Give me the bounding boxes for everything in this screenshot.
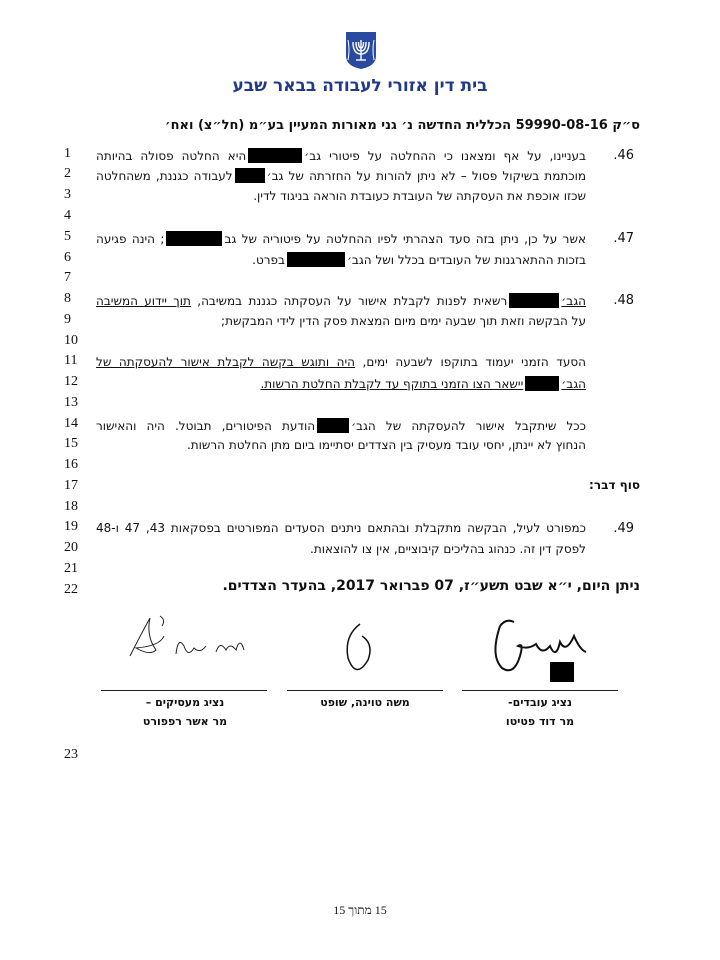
redaction-box [248, 148, 302, 163]
paragraph-48-sub3-line-2: הנחוץ לא יינתן, יחסי עובד מעסיק בין הצדדים יסתיימו ביום מתן החלטת הרשות. [186, 438, 586, 452]
line-number: 11 [64, 353, 78, 368]
redaction-box [550, 662, 574, 682]
paragraph-46-line-3: שכזו אוכפת את העסקתה של העובדת כעובדת הוראה בניגוד לדין. [253, 189, 586, 203]
signature-employers-rep [120, 606, 260, 676]
paragraph-number: .47 [613, 231, 634, 246]
signature-judge [330, 606, 390, 686]
signature-block-workers [455, 693, 625, 731]
signatory-title: משה טוינה, שופט [320, 696, 410, 709]
signature-workers-rep [470, 606, 600, 686]
section-heading: סוף דבר: [589, 478, 640, 492]
line-number: 6 [64, 250, 71, 265]
paragraph-number: .48 [613, 293, 634, 308]
line-number: 17 [64, 478, 78, 493]
court-name: בית דין אזורי לעבודה בבאר שבע [232, 76, 488, 96]
line-number: 21 [64, 561, 78, 576]
redaction-box [509, 293, 559, 308]
line-number: 15 [64, 436, 78, 451]
line-number: 9 [64, 312, 71, 327]
paragraph-46-line-1: בעניינו, על אף ומצאנו כי ההחלטה על פיטורי גב׳היא החלטה פסולה בהיותה [96, 149, 586, 163]
signature-line [287, 690, 443, 691]
signatory-name: מר דוד פטיטו [505, 715, 575, 728]
page-number: 15 מתוך 15 [333, 903, 387, 917]
line-number: 7 [64, 270, 71, 285]
redaction-box [287, 252, 345, 267]
signatory-title: נציג מעסיקים – [145, 696, 225, 709]
line-number: 12 [64, 374, 78, 389]
line-number: 4 [64, 208, 71, 223]
signatory-name: מר אשר רפפורט [142, 715, 228, 728]
paragraph-49-line-1: כמפורט לעיל, הבקשה מתקבלת ובהתאם ניתנים הסעדים המפורטים בפסקאות 43, 47 ו-48 [96, 521, 586, 535]
line-number: 20 [64, 540, 78, 555]
line-number: 2 [64, 166, 71, 181]
line-number: 1 [64, 146, 71, 161]
signature-block-employers [100, 693, 270, 731]
signature-line [462, 690, 618, 691]
paragraph-49-line-2: לפסק דין זה. כנהוג בהליכים קיבוציים, אין צו להוצאות. [310, 542, 586, 556]
paragraph-48-sub2-line-1: הסעד הזמני יעמוד בתוקפו לשבעה ימים, היה ותוגש בקשה לקבלת אישור להעסקתה של [96, 355, 586, 369]
paragraph-48-sub3-line-1: ככל שיתקבל אישור להעסקתה של הגב׳הודעת הפיטורים, תבוטל. היה והאישור [96, 419, 586, 433]
line-number: 14 [64, 416, 78, 431]
given-date-line: ניתן היום, י״א שבט תשע״ז, 07 פברואר 2017, בהעדר הצדדים. [222, 578, 640, 594]
paragraph-46-line-2: מוכתמת בשיקול פסול – לא ניתן להורות על החזרתה של גב׳לעבודה כגננת, משהחלטה [96, 169, 586, 183]
case-header: ס״ק 59990-08-16 הכללית החדשה נ׳ גני מאורות המעיין בע״מ (חל״צ) ואח׳ [164, 118, 640, 133]
paragraph-48-sub2-line-2: הגב׳יישאר הצו הזמני בתוקף עד לקבלת החלטת הרשות. [260, 377, 586, 391]
line-number: 3 [64, 187, 71, 202]
paragraph-number: .49 [613, 521, 634, 536]
redaction-box [166, 231, 222, 246]
redaction-box [525, 376, 559, 391]
paragraph-number: .46 [613, 148, 634, 163]
line-number: 8 [64, 291, 71, 306]
line-number: 19 [64, 519, 78, 534]
redaction-box [317, 418, 349, 433]
paragraph-47-line-2: בזכות ההתארגנות של העובדים בכלל ושל הגב׳בפרט. [252, 253, 586, 267]
line-number: 13 [64, 395, 78, 410]
line-number: 5 [64, 229, 71, 244]
paragraph-47-line-1: אשר על כן, ניתן בזה סעד הצהרתי לפיו ההחלטה על פיטוריה של גב; הינה פגיעה [96, 232, 586, 246]
line-number: 16 [64, 457, 78, 472]
line-number: 18 [64, 499, 78, 514]
signatory-title: נציג עובדים- [508, 696, 572, 709]
signature-block-judge [280, 693, 450, 712]
redaction-box [235, 168, 265, 183]
line-number: 10 [64, 333, 78, 348]
paragraph-48-line-1: הגב׳רשאית לפנות לקבלת אישור על העסקתה כגננת במשיבה, תוך יידוע המשיבה [96, 294, 586, 308]
line-number: 22 [64, 582, 78, 597]
line-number: 23 [64, 747, 78, 762]
signature-line [101, 690, 267, 691]
state-emblem-icon [344, 30, 378, 70]
paragraph-48-line-2: על הבקשה וזאת תוך שבעה ימים מיום המצאת פסק הדין לידי המבקשת; [221, 314, 586, 328]
